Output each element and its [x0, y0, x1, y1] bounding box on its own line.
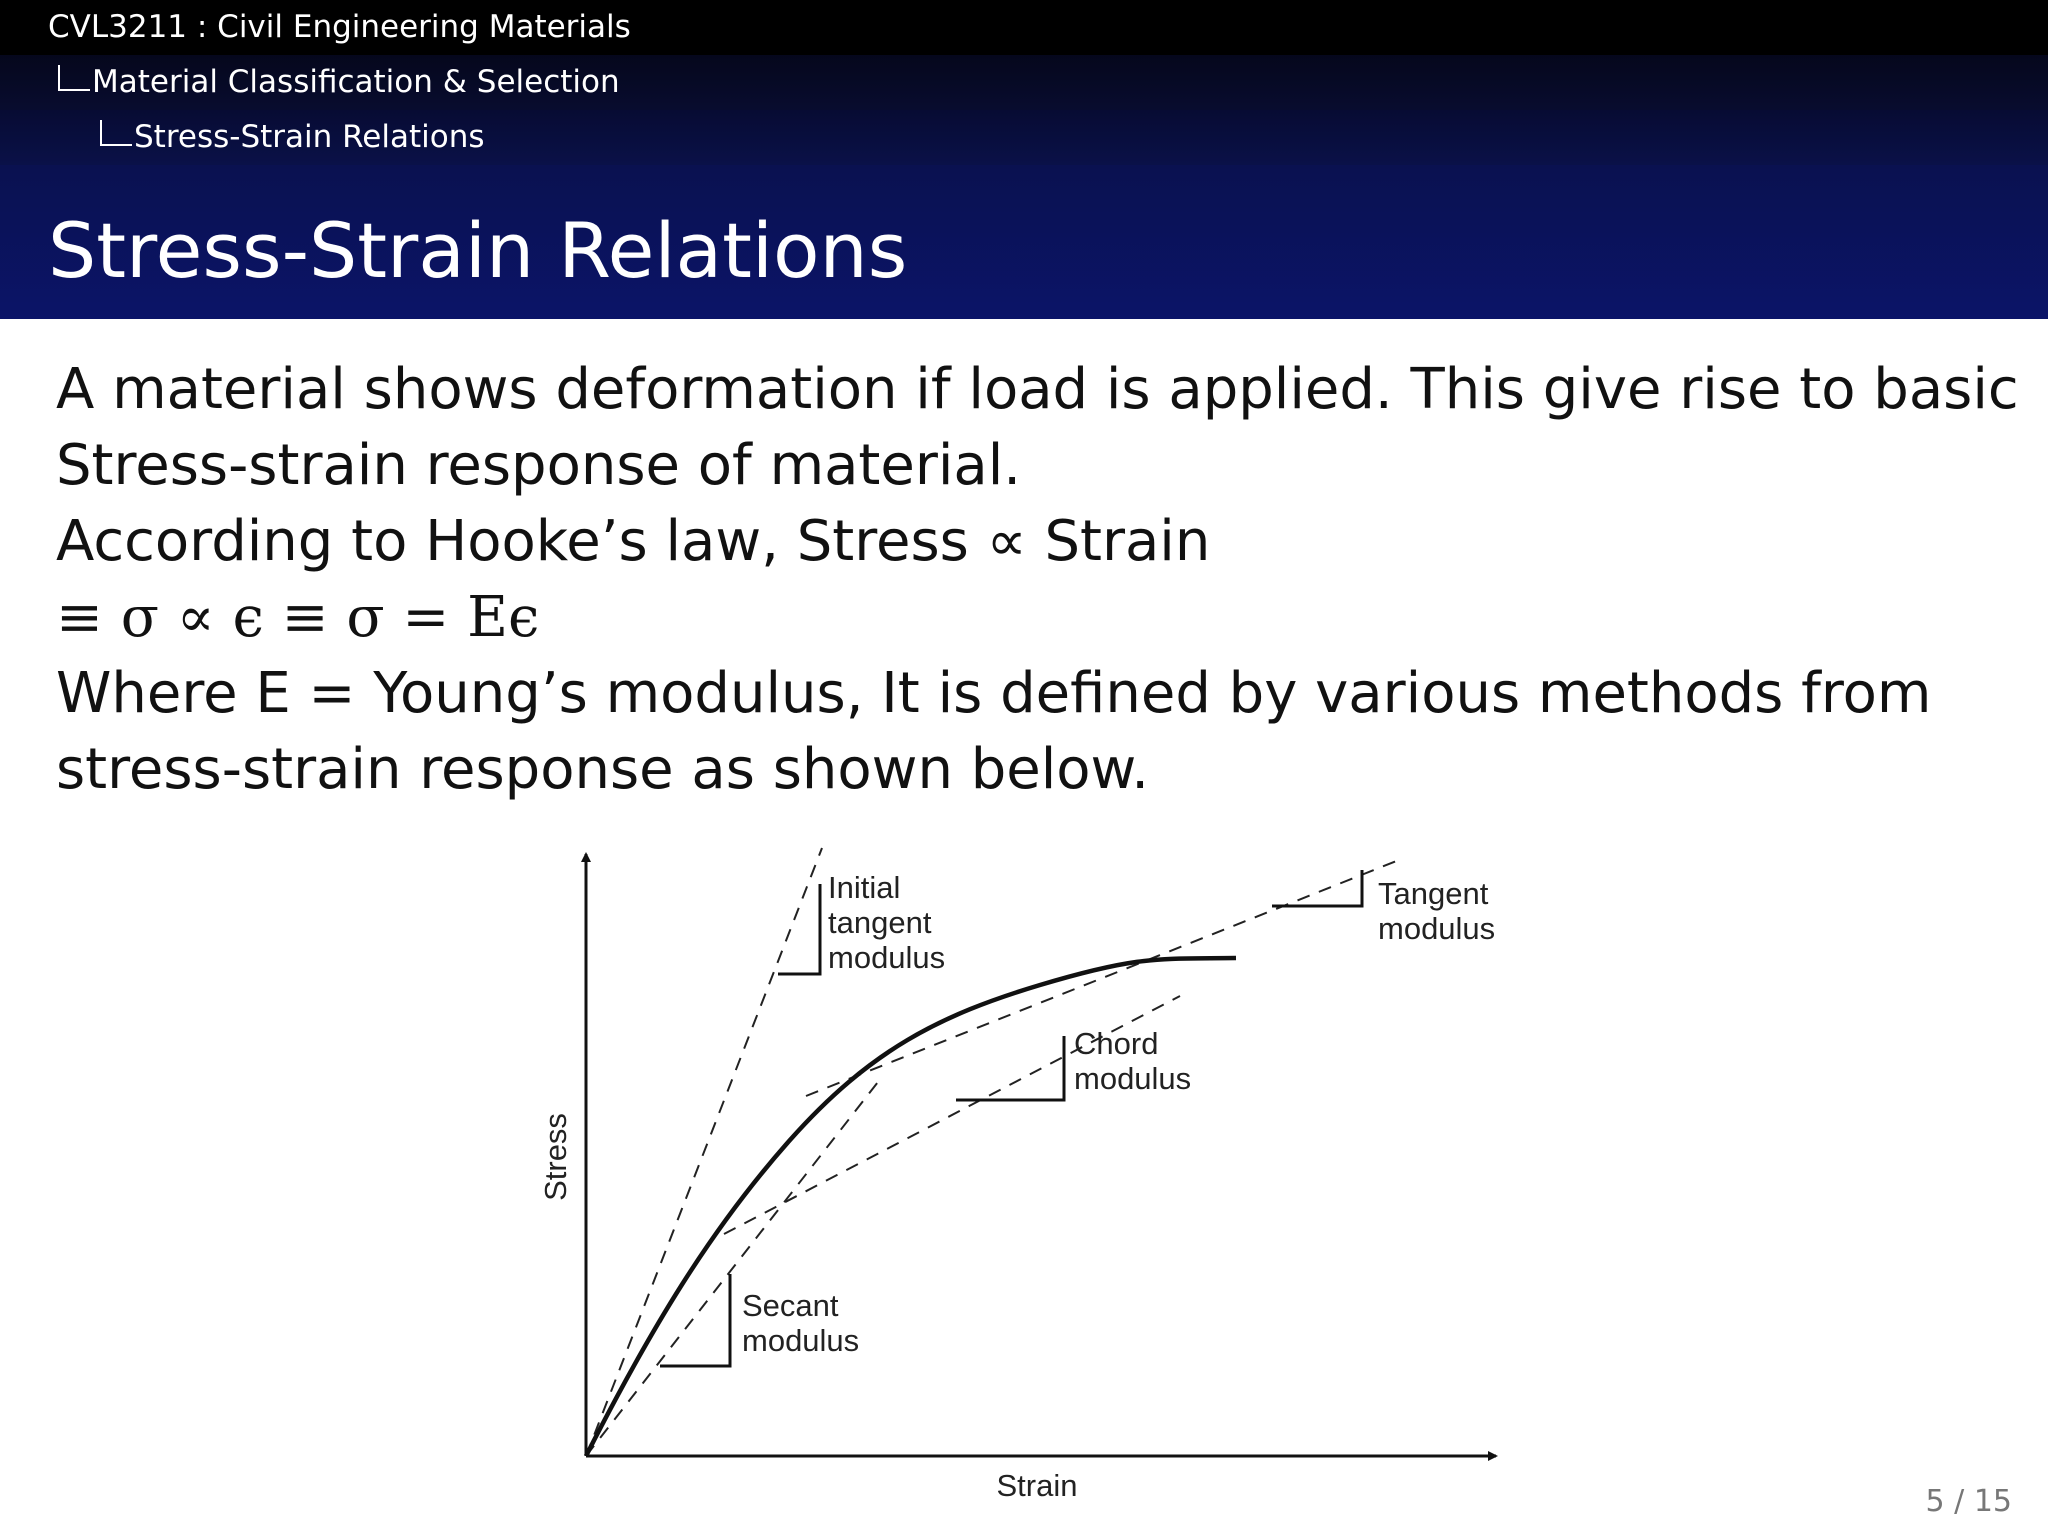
- section-header: [0, 55, 2048, 110]
- body-line-5: Where E = Young’s modulus, It is defined by various methods from: [56, 661, 1932, 726]
- subsection-title: Stress-Strain Relations: [134, 119, 485, 155]
- chord-label-1: Chord: [1074, 1026, 1159, 1061]
- subsection-header: [0, 110, 2048, 165]
- tree-branch-icon: [58, 65, 92, 91]
- initial-tangent-slope-marker: [778, 884, 820, 974]
- body-line-2: Stress-strain response of material.: [56, 433, 1022, 498]
- hookes-law-equation: ≡ σ ∝ ϵ ≡ σ = Eϵ: [56, 585, 540, 650]
- tree-branch-icon: [100, 120, 134, 146]
- initial-tangent-label-3: modulus: [828, 940, 946, 975]
- chord-slope-marker: [956, 1036, 1064, 1100]
- secant-label-1: Secant: [742, 1288, 839, 1323]
- secant-slope-marker: [660, 1274, 730, 1366]
- tangent-label-1: Tangent: [1378, 876, 1489, 911]
- course-title: CVL3211 : Civil Engineering Materials: [48, 9, 631, 45]
- tangent-slope-marker: [1272, 870, 1362, 906]
- body-line-1: A material shows deformation if load is applied. This give rise to basic: [56, 357, 2019, 422]
- frame-title: Stress-Strain Relations: [48, 206, 908, 295]
- page-number: 5 / 15: [1925, 1484, 2012, 1519]
- body-line-3: According to Hooke’s law, Stress ∝ Strain: [56, 509, 1211, 574]
- chord-label-2: modulus: [1074, 1061, 1192, 1096]
- initial-tangent-label-2: tangent: [828, 905, 932, 940]
- initial-tangent-label-1: Initial: [828, 870, 901, 905]
- secant-line: [586, 1082, 878, 1456]
- slide-body: [56, 352, 2019, 808]
- stress-strain-diagram: [520, 830, 1520, 1510]
- secant-label-2: modulus: [742, 1323, 860, 1358]
- tangent-label-2: modulus: [1378, 911, 1496, 946]
- frame-title-band: [0, 165, 2048, 319]
- course-header: [0, 0, 2048, 55]
- section-title: Material Classification & Selection: [92, 64, 620, 100]
- y-axis-label: Stress: [538, 1113, 573, 1201]
- x-axis-label: Strain: [996, 1468, 1078, 1503]
- body-line-6: stress-strain response as shown below.: [56, 737, 1150, 802]
